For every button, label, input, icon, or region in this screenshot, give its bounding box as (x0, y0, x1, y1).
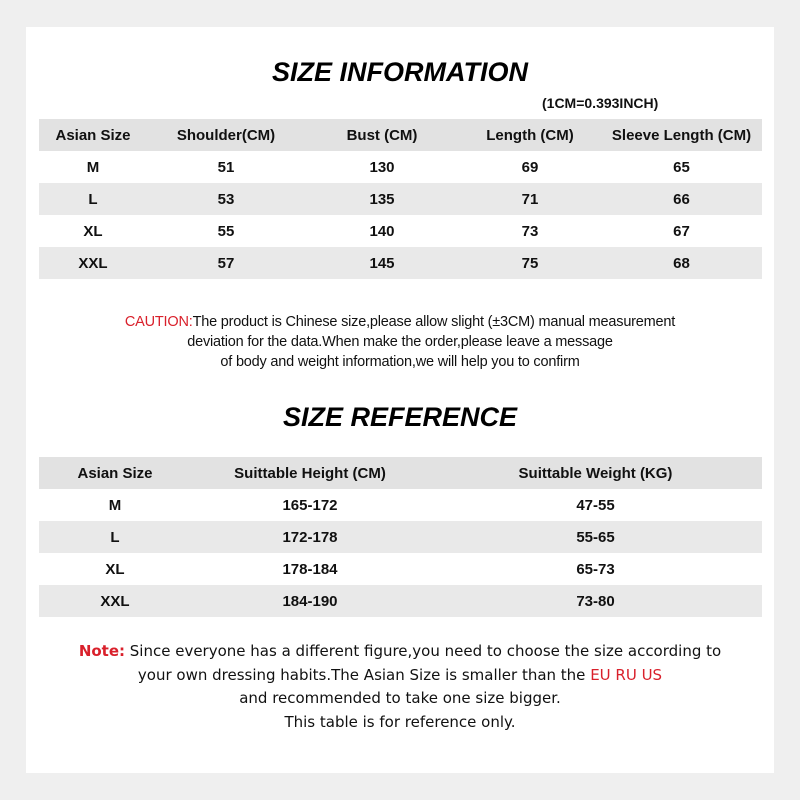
note-line (0, 640, 800, 664)
note-label: Note: (78, 642, 126, 660)
table-cell: 51 (217, 158, 235, 176)
size-reference-title: SIZE REFERENCE (282, 402, 518, 432)
table-cell: 65-73 (576, 560, 615, 578)
table-cell: 178-184 (282, 560, 338, 578)
table-row (39, 489, 762, 521)
table-cell: 71 (459, 183, 601, 215)
table-cell: 57 (147, 247, 305, 279)
note-line-3: and recommended to take one size bigger. (239, 689, 561, 707)
table-row (39, 151, 762, 183)
column-header: Length (CM) (459, 119, 601, 151)
table-cell: 135 (305, 183, 459, 215)
column-header: Shoulder(CM) (147, 119, 305, 151)
table-row (39, 215, 762, 247)
caution-line-1: The product is Chinese size,please allow slight (±3CM) manual measurement (192, 314, 676, 330)
column-header: Asian Size (39, 119, 147, 151)
table-row (39, 585, 762, 617)
table-cell: XXL (39, 585, 191, 617)
note-region-sizes: EU RU US (590, 665, 663, 684)
table-cell: 55-65 (429, 521, 762, 553)
table-cell: 184-190 (191, 585, 429, 617)
size-reference-table (39, 457, 762, 617)
table-header-row (39, 457, 762, 489)
note-line-1: Since everyone has a different figure,you need to choose the size according to (125, 642, 722, 660)
table-cell: 172-178 (191, 521, 429, 553)
table-cell: 68 (601, 247, 762, 279)
note-line (0, 664, 800, 688)
column-header: Bust (CM) (305, 119, 459, 151)
table-cell: 67 (673, 222, 690, 240)
caution-line (0, 312, 800, 332)
table-cell: 47-55 (576, 496, 615, 514)
note-line-4: This table is for reference only. (284, 712, 516, 731)
caution-line-3: of body and weight information,we will help you to confirm (220, 354, 580, 370)
table-cell: 55 (217, 222, 235, 240)
table-cell: M (86, 158, 100, 176)
table-row (39, 521, 762, 553)
table-row (39, 247, 762, 279)
table-cell: XL (105, 560, 125, 578)
table-cell: 53 (147, 183, 305, 215)
table-cell: 73-80 (429, 585, 762, 617)
table-cell: 69 (521, 158, 539, 176)
table-cell: 165-172 (282, 496, 338, 514)
table-cell: L (39, 521, 191, 553)
note-line-2: your own dressing habits.The Asian Size is smaller than the (137, 665, 591, 684)
table-cell: 140 (369, 222, 395, 240)
table-cell: 66 (601, 183, 762, 215)
table-cell: 65 (673, 158, 690, 176)
column-header: Sleeve Length (CM) (601, 119, 762, 151)
unit-conversion-note: (1CM=0.393INCH) (542, 95, 659, 111)
table-header-row (39, 119, 762, 151)
note-text (0, 640, 800, 734)
table-row (39, 183, 762, 215)
caution-line-2: deviation for the data.When make the order,please leave a message (187, 334, 613, 350)
table-cell: 75 (459, 247, 601, 279)
column-header: Asian Size (39, 457, 191, 489)
table-cell: XXL (39, 247, 147, 279)
column-header: Suittable Height (CM) (191, 457, 429, 489)
size-information-table (39, 119, 762, 279)
table-cell: 145 (305, 247, 459, 279)
caution-label: CAUTION: (124, 314, 193, 330)
table-cell: XL (83, 222, 103, 240)
table-cell: 73 (521, 222, 539, 240)
table-cell: 130 (369, 158, 395, 176)
column-header: Suittable Weight (KG) (429, 457, 762, 489)
table-cell: L (39, 183, 147, 215)
table-row (39, 553, 762, 585)
table-cell: M (108, 496, 122, 514)
caution-text (0, 312, 800, 372)
size-information-title: SIZE INFORMATION (272, 57, 528, 87)
